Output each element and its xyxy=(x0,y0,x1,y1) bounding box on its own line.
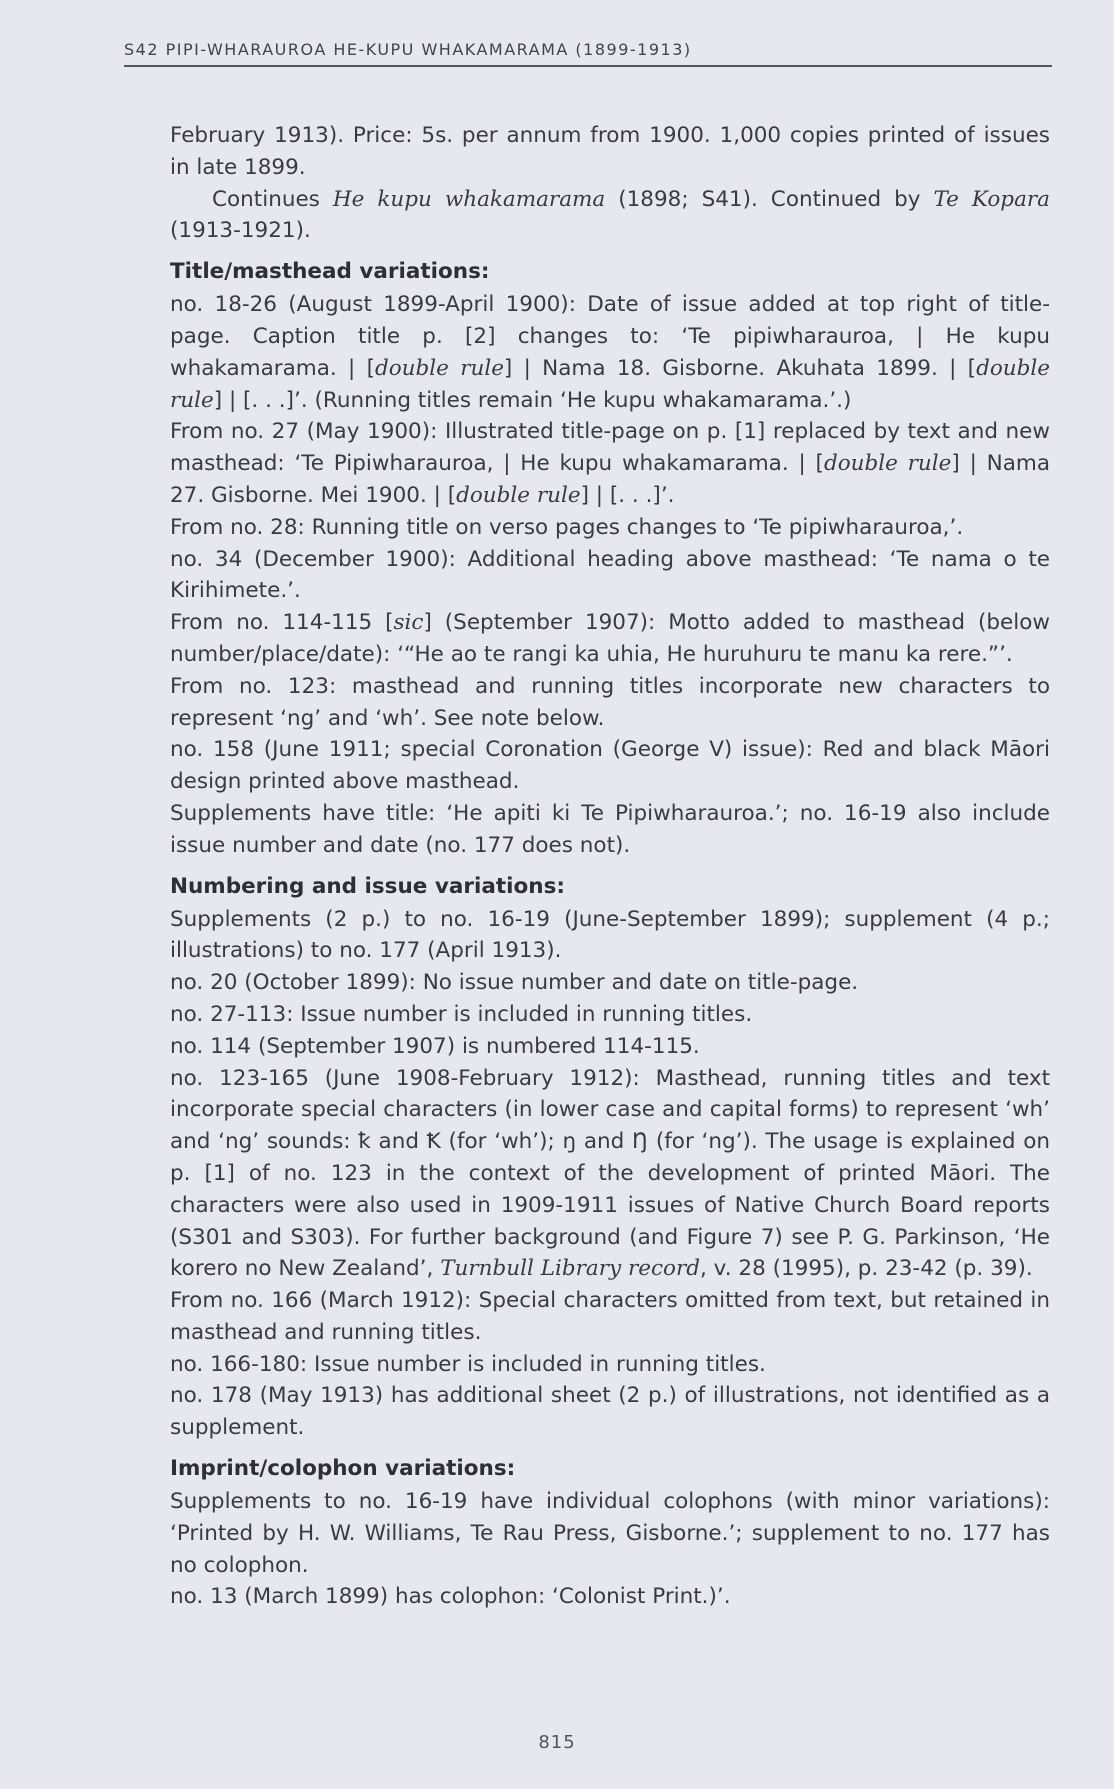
title-note: no. 18-26 (August 1899-April 1900): Date of issue added at top right of title-page. Caption title p. [2] changes to: ‘Te pipiwharauroa, | He kupu whakamarama. | [double rule] | Nama 18. Gisborne. Akuhata 1899. | [double rule] | [. . .]’. (Running titles remain ‘He kupu whakamarama.’.) xyxy=(170,292,1050,413)
numbering-note: no. 178 (May 1913) has additional sheet (2 p.) of illustrations, not identified as a supplement. xyxy=(170,1383,1050,1441)
numbering-note: no. 123-165 (June 1908-February 1912): Masthead, running titles and text incorporate special characters (in lower case and capital forms) to represent ‘wh’ and ‘ng’ sounds: ꝁ and Ꝁ (for ‘wh’); ŋ and Ŋ (for ‘ng’). The usage is explained on p. [1] of no. 123 in the context of the development of printed Māori. The characters were also used in 1909-1911 issues of Native Church Board reports (S301 and S303). For further background (and Figure 7) see P. G. Parkinson, ‘He korero no New Zealand’, Turnbull Library record, v. 28 (1995), p. 23-42 (p. 39). xyxy=(170,1065,1050,1282)
numbering-note: no. 114 (September 1907) is numbered 114-115. xyxy=(170,1033,700,1059)
title-note: Supplements have title: ‘He apiti ki Te Pipiwharauroa.’; no. 16-19 also include issue number and date (no. 177 does not). xyxy=(170,800,1050,858)
page-number: 815 xyxy=(538,1732,576,1753)
intro-paragraph: February 1913). Price: 5s. per annum from 1900. 1,000 copies printed of issues in late 1899. xyxy=(170,123,1050,180)
numbering-note: no. 20 (October 1899): No issue number and date on title-page. xyxy=(170,970,859,996)
title-note: no. 34 (December 1900): Additional heading above masthead: ‘Te nama o te Kirihimete.’. xyxy=(170,546,1050,604)
title-note: From no. 28: Running title on verso pages changes to ‘Te pipiwharauroa,’. xyxy=(170,514,964,540)
numbering-note: From no. 166 (March 1912): Special characters omitted from text, but retained in masthead and running titles. xyxy=(170,1288,1050,1345)
section-heading-title: Title/masthead variations: xyxy=(170,259,490,285)
section-heading-imprint: Imprint/colophon variations: xyxy=(170,1456,516,1482)
running-head: S42 PIPI-WHARAUROA HE-KUPU WHAKAMARAMA (1899-1913) xyxy=(124,40,1052,67)
preceding-title: He kupu whakamarama xyxy=(332,186,606,212)
imprint-note: Supplements to no. 16-19 have individual colophons (with minor variations): ‘Printed by H. W. Williams, Te Rau Press, Gisborne.’; supplement to no. 177 has no colophon. xyxy=(170,1489,1050,1578)
imprint-note: no. 13 (March 1899) has colophon: ‘Colonist Print.)’. xyxy=(170,1584,731,1610)
numbering-note: Supplements (2 p.) to no. 16-19 (June-September 1899); supplement (4 p.; illustrations) to no. 177 (April 1913). xyxy=(170,906,1050,964)
numbering-note: no. 27-113: Issue number is included in running titles. xyxy=(170,1001,753,1027)
page-body xyxy=(170,120,1050,1613)
title-note: From no. 114-115 [sic] (September 1907): Motto added to masthead (below number/place/date): ‘“He ao te rangi ka uhia, He huruhuru te manu ka rere.”’. xyxy=(170,610,1050,667)
title-note: From no. 27 (May 1900): Illustrated title-page on p. [1] replaced by text and new masthead: ‘Te Pipiwharauroa, | He kupu whakamarama. | [double rule] | Nama 27. Gisborne. Mei 1900. | [double rule] | [. . .]’. xyxy=(170,419,1050,508)
title-note: From no. 123: masthead and running titles incorporate new characters to represent ‘ng’ and ‘wh’. See note below. xyxy=(170,673,1050,731)
succeeding-title: Te Kopara xyxy=(933,186,1050,212)
section-heading-numbering: Numbering and issue variations: xyxy=(170,873,565,899)
continues-paragraph: Continues He kupu whakamarama (1898; S41). Continued by Te Kopara (1913-1921). xyxy=(170,186,1050,244)
numbering-note: no. 166-180: Issue number is included in running titles. xyxy=(170,1351,766,1377)
title-note: no. 158 (June 1911; special Coronation (George V) issue): Red and black Māori design printed above masthead. xyxy=(170,737,1050,795)
